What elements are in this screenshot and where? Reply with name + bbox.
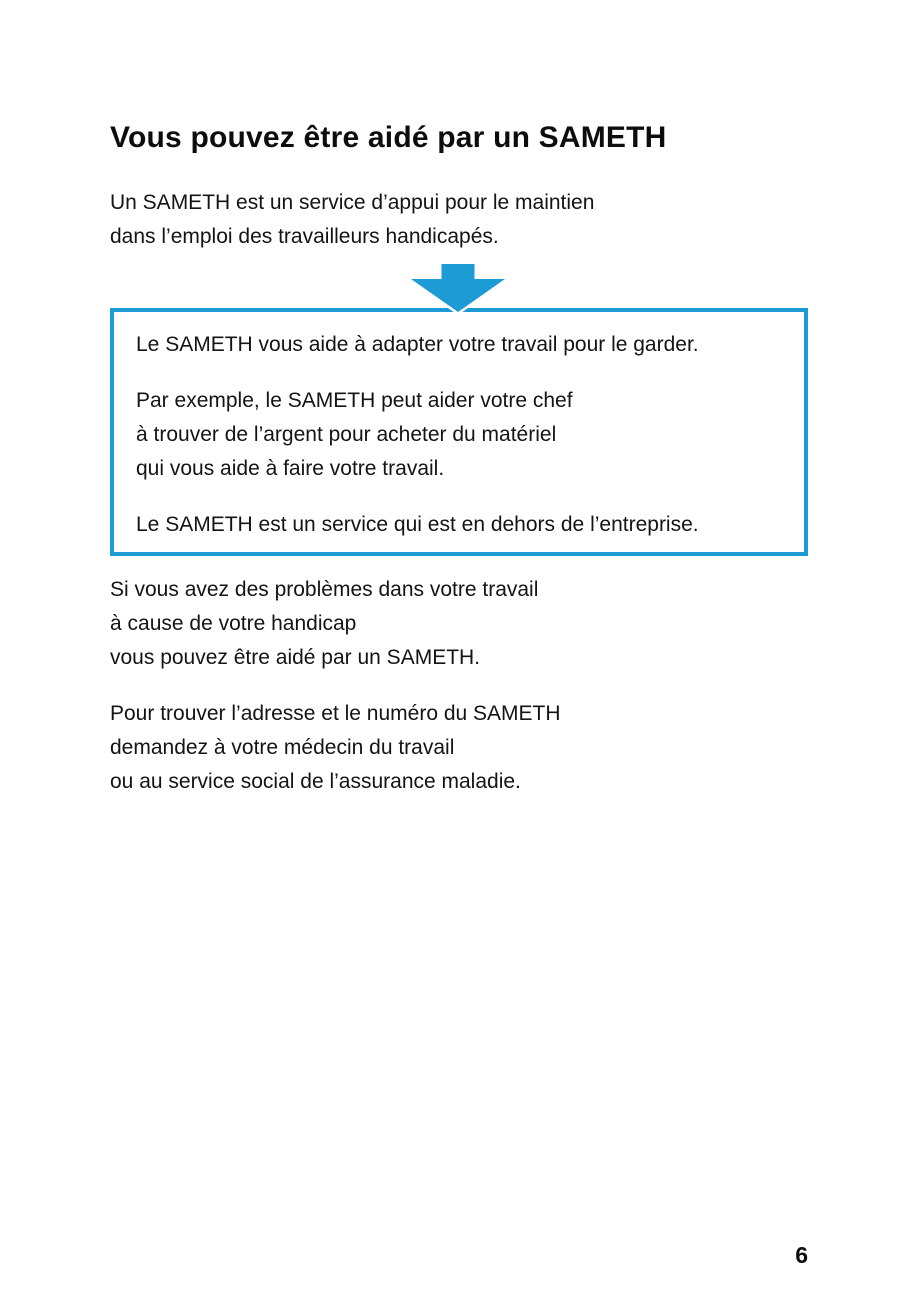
intro-paragraph	[110, 186, 594, 254]
callout-line: Le SAMETH est un service qui est en dehors de l’entreprise.	[136, 513, 699, 536]
body-line: vous pouvez être aidé par un SAMETH.	[110, 646, 481, 669]
callout-line: à trouver de l’argent pour acheter du matériel	[136, 423, 557, 446]
callout-line: Par exemple, le SAMETH peut aider votre chef	[136, 389, 573, 412]
body-text	[110, 573, 561, 821]
intro-line: dans l’emploi des travailleurs handicapés.	[110, 225, 499, 248]
body-line: ou au service social de l’assurance maladie.	[110, 770, 521, 793]
intro-line: Un SAMETH est un service d’appui pour le maintien	[110, 191, 595, 214]
callout-paragraph	[136, 384, 788, 486]
down-arrow-icon	[411, 264, 505, 312]
body-line: Pour trouver l’adresse et le numéro du SAMETH	[110, 702, 561, 725]
callout-box	[110, 308, 808, 556]
body-line: demandez à votre médecin du travail	[110, 736, 455, 759]
body-line: Si vous avez des problèmes dans votre travail	[110, 578, 539, 601]
page-title: Vous pouvez être aidé par un SAMETH	[110, 121, 667, 155]
callout-line: Le SAMETH vous aide à adapter votre travail pour le garder.	[136, 333, 699, 356]
body-line: à cause de votre handicap	[110, 612, 357, 635]
body-paragraph	[110, 573, 561, 675]
body-paragraph	[110, 697, 561, 799]
page-number: 6	[795, 1242, 808, 1268]
callout-line: qui vous aide à faire votre travail.	[136, 457, 445, 480]
callout-paragraph	[136, 508, 788, 542]
callout-paragraph	[136, 328, 788, 362]
